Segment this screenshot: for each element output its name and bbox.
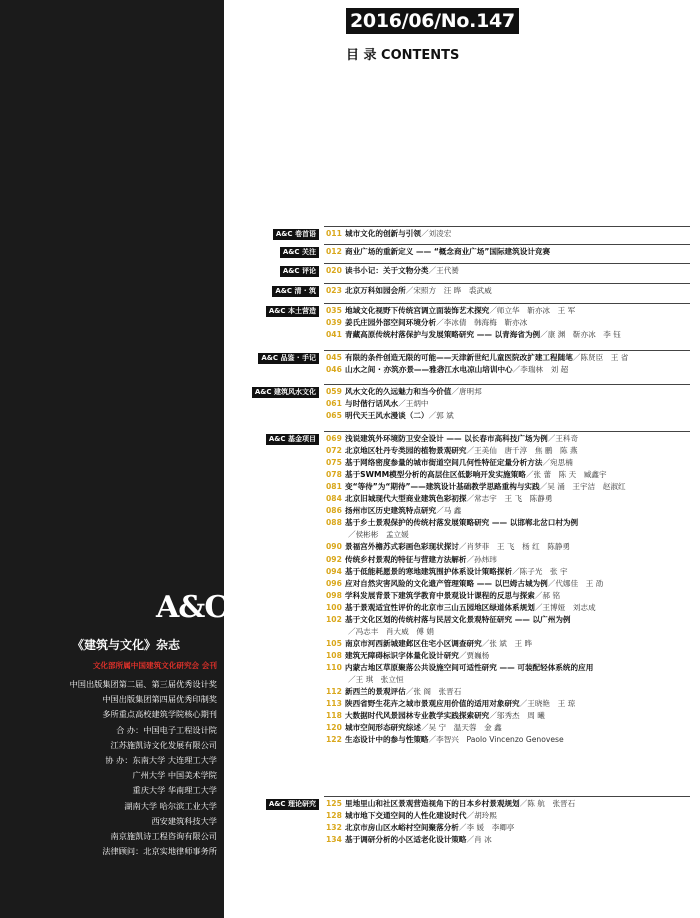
- article-title: 大数据时代风景园林专业教学实践探索研究: [345, 711, 490, 721]
- toc-entry[interactable]: [326, 398, 429, 410]
- section-label: A&C 基金项目: [266, 434, 319, 445]
- section-divider: [324, 263, 690, 264]
- toc-entry[interactable]: [326, 493, 552, 505]
- article-title: 生态设计中的参与性策略: [345, 735, 429, 745]
- article-title: 北京旧城现代大型商业建筑色彩初探: [345, 494, 467, 504]
- article-title: 城市空间形态研究综述: [345, 723, 421, 733]
- section-divider: [324, 244, 690, 245]
- article-title: 商业广场的重新定义 —— “概念商业广场”国际建筑设计竞赛: [345, 247, 551, 256]
- toc-entry[interactable]: [326, 481, 626, 493]
- page-number: 122: [326, 735, 342, 745]
- toc-entry[interactable]: [326, 305, 575, 317]
- article-author: ／宛思楠: [542, 458, 573, 468]
- article-author: ／肖梦菲 王 飞 杨 红 陈静勇: [458, 542, 571, 552]
- toc-entry[interactable]: [326, 554, 497, 566]
- page-number: 125: [326, 799, 342, 808]
- article-author: ／侯彬彬 孟立媛: [348, 530, 409, 540]
- article-title: 青藏高原传统村落保护与发展策略研究 —— 以青海省为例: [345, 330, 541, 340]
- article-title: 扬州市区历史建筑特点研究: [345, 506, 437, 516]
- toc-entry[interactable]: [326, 822, 514, 834]
- toc-entry[interactable]: [326, 265, 459, 277]
- article-title: 北京地区牡丹专类园的植物景观研究: [345, 446, 467, 456]
- toc-entry[interactable]: [326, 650, 489, 662]
- toc-entry[interactable]: [348, 626, 434, 638]
- article-title: 基于SWMM模型分析的高层住区低影响开发实施策略: [345, 470, 526, 480]
- toc-entry[interactable]: [348, 529, 409, 541]
- toc-entry[interactable]: [326, 329, 621, 341]
- article-author: ／王炳中: [398, 399, 429, 409]
- article-author: ／郝 铭: [534, 590, 561, 600]
- article-author: ／张 斌 王 晔: [481, 638, 533, 648]
- article-title: 基于调研分析的小区适老化设计策略: [345, 835, 467, 845]
- article-title: 景福宫外檐苏式彩画色彩现状探讨: [345, 542, 459, 552]
- section-label: A&C 品鉴 · 手记: [258, 353, 319, 364]
- article-author: ／宋照方 汪 晔 裘武威: [405, 286, 492, 295]
- page-number: 105: [326, 638, 342, 648]
- magazine-subtitle: 文化部所属中国建筑文化研究会 会刊: [92, 661, 217, 670]
- credit-line: 重庆大学 华南理工大学: [132, 785, 217, 796]
- article-title: 明代天王风水漫谈（二）: [345, 411, 429, 421]
- article-title: 应对自然灾害风险的文化遗产管理策略 —— 以巴姆古城为例: [345, 578, 548, 588]
- page-number: 088: [326, 518, 342, 528]
- article-author: ／王博娅 刘志成: [534, 602, 596, 612]
- article-author: ／孙炜玮: [466, 554, 497, 564]
- article-title: 姜氏庄园外部空间环境分析: [345, 318, 437, 328]
- toc-entry[interactable]: [326, 410, 454, 422]
- article-title: 里地里山和社区景观营造视角下的日本乡村景观规划: [345, 799, 520, 808]
- article-title: 城市文化的创新与引领: [345, 229, 421, 238]
- article-title: 传统乡村景观的特征与营建方法解析: [345, 554, 467, 564]
- section-label: A&C 关注: [280, 247, 319, 258]
- page-number: 078: [326, 470, 342, 480]
- article-title: 基于乡土景观保护的传统村落发展策略研究 —— 以邯郸北岔口村为例: [345, 518, 579, 528]
- ac-logo: A&C: [156, 590, 228, 625]
- article-author: ／王美仙 唐千淳 焦 鹏 陈 燕: [466, 446, 578, 456]
- toc-entry[interactable]: [326, 364, 568, 376]
- toc-entry[interactable]: [326, 590, 560, 602]
- article-title: 基于网络密度参量的城市街道空间几何性特征定量分析方法: [345, 458, 543, 468]
- page-number: 072: [326, 446, 342, 456]
- toc-entry[interactable]: [326, 541, 570, 553]
- section-divider: [324, 796, 690, 797]
- section-divider: [324, 350, 690, 351]
- article-author: ／常志宇 王 飞 陈静勇: [466, 494, 553, 504]
- article-title: 内蒙古地区草原聚落公共设施空间可适性研究 —— 可装配轻体系统的应用: [345, 662, 594, 672]
- article-title: 变“等待”为“期待”——建筑设计基础教学思路重构与实践: [345, 482, 540, 492]
- page-number: 108: [326, 650, 342, 660]
- toc-entry[interactable]: [326, 734, 564, 746]
- credit-line: 西安建筑科技大学: [151, 815, 217, 826]
- credit-line: 中国出版集团第二届、第三届优秀设计奖: [69, 679, 217, 689]
- page-number: 020: [326, 266, 342, 275]
- section-divider: [324, 431, 690, 432]
- page-number: 113: [326, 699, 342, 709]
- credit-line: 多所重点高校建筑学院核心期刊: [102, 709, 217, 720]
- page-number: 118: [326, 711, 342, 721]
- page-number: 045: [326, 353, 342, 362]
- credit-line: 江苏施凯诗文化发展有限公司: [110, 739, 217, 750]
- toc-entry[interactable]: [326, 228, 451, 240]
- article-title: 风水文化的久远魅力和当今价值: [345, 387, 452, 396]
- page-number: 098: [326, 590, 342, 600]
- page-number: 023: [326, 286, 342, 295]
- toc-entry[interactable]: [326, 798, 575, 810]
- credit-line: 中国出版集团第四届优秀印制奖: [102, 694, 217, 705]
- toc-entry[interactable]: [326, 246, 550, 258]
- section-divider: [324, 384, 690, 385]
- page-number: 132: [326, 823, 342, 833]
- section-label: A&C 本土营造: [266, 306, 319, 317]
- toc-entry[interactable]: [326, 662, 593, 674]
- toc-entry[interactable]: [326, 566, 568, 578]
- toc-entry[interactable]: [326, 457, 573, 469]
- article-author: ／张 阁 张晋石: [405, 687, 462, 697]
- contents-title: 目 录 CONTENTS: [346, 48, 460, 63]
- credit-line: 法律顾问：北京实地律师事务所: [102, 846, 217, 857]
- article-title: 北京市房山区水峪村空间聚落分析: [345, 823, 459, 833]
- toc-entry[interactable]: [326, 602, 596, 614]
- article-author: ／郭 斌: [428, 411, 454, 421]
- page-number: 081: [326, 482, 342, 492]
- page-number: 094: [326, 566, 342, 576]
- article-author: ／王晓艳 王 琼: [519, 699, 576, 709]
- page-number: 035: [326, 306, 342, 315]
- article-author: ／陈 航 张晋石: [519, 799, 576, 808]
- toc-entry[interactable]: [326, 810, 497, 822]
- article-title: 学科发展背景下建筑学教育中景观设计课程的反思与探索: [345, 590, 535, 600]
- toc-entry[interactable]: [326, 505, 461, 517]
- magazine-title: 《建筑与文化》杂志: [72, 638, 181, 652]
- toc-entry[interactable]: [326, 614, 571, 626]
- section-label: A&C 建筑风水文化: [252, 387, 319, 398]
- article-title: 陕西省野生花卉之城市景观应用价值的适用对象研究: [345, 699, 520, 709]
- page-number: 120: [326, 723, 342, 733]
- section-divider: [324, 283, 690, 284]
- section-divider: [324, 226, 690, 227]
- page-number: 039: [326, 318, 342, 328]
- article-title: 南京市河西新城建邺区住宅小区调查研究: [345, 638, 482, 648]
- toc-entry[interactable]: [326, 686, 461, 698]
- article-title: 新西兰的景观评估: [345, 687, 406, 697]
- page-number: 112: [326, 687, 342, 697]
- toc-entry[interactable]: [348, 674, 404, 686]
- article-author: ／肖 冰: [466, 835, 492, 845]
- section-label: A&C 清 · 筑: [272, 286, 319, 297]
- page-number: 110: [326, 662, 342, 672]
- page-number: 061: [326, 399, 342, 409]
- page-number: 041: [326, 330, 342, 340]
- page-number: 011: [326, 229, 342, 238]
- toc-entry[interactable]: [326, 722, 502, 734]
- article-title: 读书小记：关于文物分类: [345, 266, 429, 275]
- page-number: 128: [326, 811, 342, 821]
- page-number: 059: [326, 387, 342, 396]
- page-number: 092: [326, 554, 342, 564]
- article-author: ／刘凌宏: [420, 229, 452, 238]
- article-author: ／张 蕾 陈 天 臧鑫宇: [525, 470, 607, 480]
- article-author: ／李 媛 李卿亭: [458, 823, 515, 833]
- credit-line: 湖南大学 哈尔滨工业大学: [124, 800, 217, 811]
- article-title: 地域文化视野下传统宫调立面装饰艺术探究: [345, 306, 490, 315]
- article-author: ／康 渊 靳亦冰 李 钰: [540, 330, 621, 340]
- article-author: ／吴 宁 温天蓉 金 鑫: [420, 723, 502, 733]
- page-number: 086: [326, 506, 342, 516]
- article-title: 基于文化区划的传统村落与民居文化景观特征研究 —— 以广州为例: [345, 614, 571, 624]
- toc-entry[interactable]: [326, 578, 603, 590]
- toc-entry[interactable]: [326, 386, 482, 398]
- article-title: 与时偕行话风水: [345, 399, 399, 409]
- article-title: 城市地下交通空间的人性化建设时代: [345, 811, 467, 821]
- article-author: ／吴 涌 王宇洁 赵淑红: [539, 482, 626, 492]
- toc-entry[interactable]: [326, 834, 492, 846]
- article-author: ／李冰倩 韩海梅 靳亦冰: [436, 318, 528, 328]
- page-number: 065: [326, 411, 342, 421]
- article-title: 山水之间 · 亦筑亦景——雅砻江水电凉山培训中心: [345, 365, 513, 375]
- article-author: ／马 鑫: [436, 506, 462, 516]
- toc-entry[interactable]: [326, 638, 532, 650]
- credit-line: 协 办：东南大学 大连理工大学: [105, 755, 217, 766]
- toc-entry[interactable]: [326, 517, 578, 529]
- section-divider: [324, 303, 690, 304]
- credit-line: 广州大学 中国美术学院: [132, 770, 217, 781]
- issue-number: 2016/06/No.147: [346, 8, 519, 34]
- article-author: ／胡玲熙: [466, 811, 497, 821]
- page-number: 069: [326, 434, 342, 443]
- article-author: ／王科奇: [547, 434, 579, 443]
- article-author: ／陈贤臣 王 省: [572, 353, 629, 362]
- article-author: ／王 琪 张立恒: [348, 675, 404, 684]
- article-title: 有限的条件创造无限的可能——天津新世纪儿童医院改扩建工程随笔: [345, 353, 573, 362]
- toc-entry[interactable]: [326, 433, 578, 445]
- article-title: 基于景观适宜性评价的北京市三山五园地区绿道体系规划: [345, 602, 535, 612]
- article-author: ／冯志丰 肖大威 傅 娟: [348, 626, 434, 636]
- page-number: 096: [326, 578, 342, 588]
- toc-entry[interactable]: [326, 698, 575, 710]
- article-author: ／邬秀杰 周 曦: [489, 711, 545, 721]
- toc-entry[interactable]: [326, 469, 607, 481]
- article-author: ／师立华 靳亦冰 王 军: [489, 306, 576, 315]
- article-author: ／陈子光 张 宇: [512, 566, 568, 576]
- article-title: 北京万科如园会所: [345, 286, 406, 295]
- toc-entry[interactable]: [326, 285, 492, 297]
- article-author: ／李智兴 Paolo Vincenzo Genovese: [428, 735, 564, 745]
- page-number: 134: [326, 835, 342, 845]
- article-author: ／王代赟: [428, 266, 459, 275]
- article-author: ／唐明邦: [451, 387, 482, 396]
- article-title: 基于低能耗愿景的寒地建筑围护体系设计策略探析: [345, 566, 513, 576]
- article-title: 建筑无障碍标识字体量化设计研究: [345, 650, 459, 660]
- article-title: 浅说建筑外环境防卫安全设计 —— 以长春市高科技广场为例: [345, 434, 548, 443]
- page-number: 084: [326, 494, 342, 504]
- toc-entry[interactable]: [326, 445, 578, 457]
- article-author: ／贾巍杨: [458, 650, 490, 660]
- page-number: 012: [326, 247, 342, 256]
- page-number: 090: [326, 542, 342, 552]
- toc-entry[interactable]: [326, 352, 628, 364]
- section-label: A&C 评论: [280, 266, 319, 277]
- page-number: 046: [326, 365, 342, 375]
- toc-entry[interactable]: [326, 317, 527, 329]
- page-number: 075: [326, 458, 342, 468]
- article-author: ／代娜佳 王 劭: [547, 578, 604, 588]
- page-number: 100: [326, 602, 342, 612]
- article-author: ／李瑞林 刘 超: [512, 365, 569, 375]
- page-number: 102: [326, 614, 342, 624]
- toc-entry[interactable]: [326, 710, 545, 722]
- credit-line: 合 办：中国电子工程设计院: [116, 724, 217, 735]
- section-label: A&C 卷首语: [273, 229, 319, 240]
- credit-line: 南京施凯诗工程咨询有限公司: [110, 831, 217, 842]
- section-label: A&C 理论研究: [266, 799, 319, 810]
